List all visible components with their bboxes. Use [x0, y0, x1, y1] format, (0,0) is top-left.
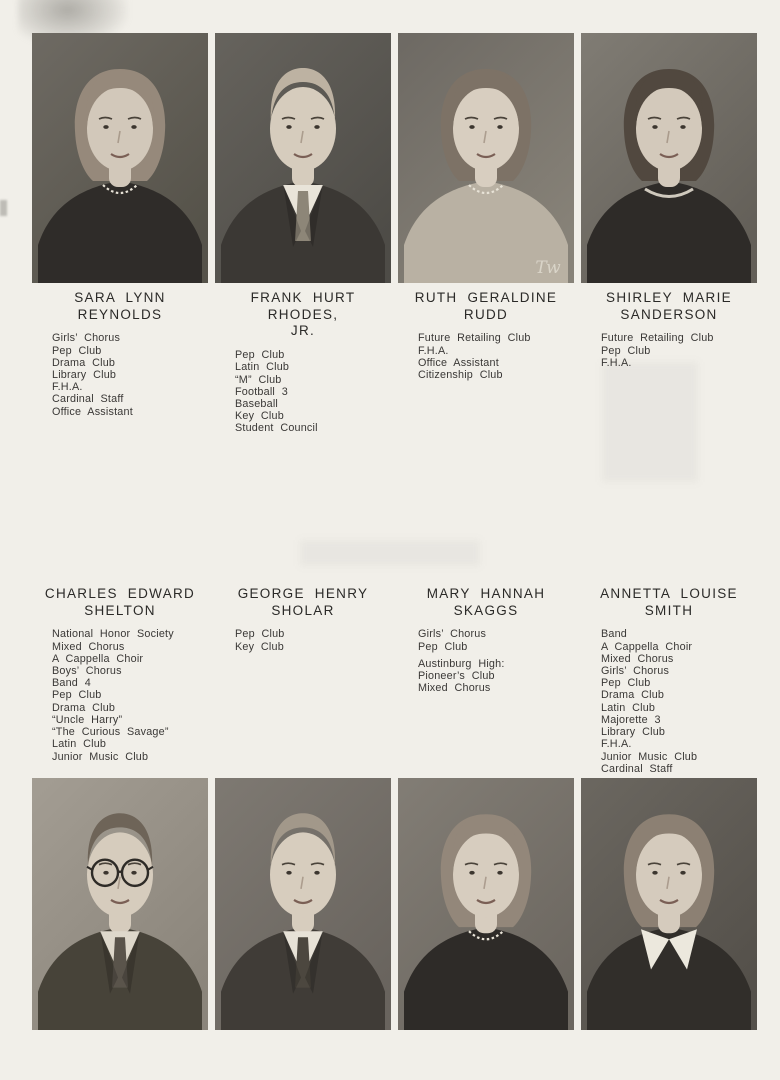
activity-line: Pep Club [235, 628, 285, 641]
activity-line: F.H.A. [601, 356, 632, 369]
activity-line: Band [601, 628, 628, 641]
activity-line: F.H.A. [418, 344, 449, 357]
student-activities [396, 628, 576, 694]
activity-line: Latin Club [601, 701, 656, 714]
student-activities [213, 628, 393, 652]
student-activities [213, 349, 393, 434]
activity-line: Cardinal Staff [601, 762, 673, 775]
activity-line: Citizenship Club [418, 369, 503, 382]
student-name-line: SHELTON [84, 602, 156, 618]
student-activities [30, 332, 210, 417]
student-name-line: RUTH GERALDINE [414, 290, 558, 305]
portrait-photo-shirley-marie-sanderson [581, 33, 757, 283]
student-name-line: RUDD [463, 306, 509, 322]
activity-line: Baseball [235, 398, 279, 411]
caption-row-top [30, 290, 759, 435]
activity-line: Key Club [235, 640, 284, 653]
svg-text:Tw: Tw [535, 258, 561, 278]
portrait-photo-george-henry-sholar [215, 778, 391, 1030]
activity-line: A Cappella Choir [601, 640, 693, 653]
activity-line: Mixed Chorus [52, 640, 125, 653]
activity-line: Office Assistant [52, 405, 133, 418]
student-name-line: SHOLAR [271, 602, 335, 618]
page-bleedthrough [300, 540, 480, 566]
student-activities [396, 332, 576, 381]
activity-line: Football 3 [235, 385, 288, 398]
student-activities [579, 332, 759, 369]
student-name [30, 586, 210, 619]
activity-line: Majorette 3 [601, 713, 661, 726]
caption-row-bottom [30, 586, 759, 775]
activity-line: Future Retailing Club [601, 332, 714, 345]
student-name-line: SANDERSON [620, 306, 718, 322]
activity-line: Cardinal Staff [52, 393, 124, 406]
portrait-photo-charles-edward-shelton [32, 778, 208, 1030]
activity-line: F.H.A. [601, 738, 632, 751]
student-name [579, 586, 759, 619]
portrait-photo-mary-hannah-skaggs [398, 778, 574, 1030]
portrait-photo-sara-lynn-reynolds [32, 33, 208, 283]
student-activities [579, 628, 759, 774]
student-activities [30, 628, 210, 762]
activity-line: Mixed Chorus [601, 652, 674, 665]
student-name [396, 290, 576, 323]
activity-line: Drama Club [52, 701, 116, 714]
student-name [213, 586, 393, 619]
student-entry-frank-hurt-rhodes-jr [213, 290, 393, 435]
student-name-line: SHIRLEY MARIE [606, 290, 732, 305]
student-entry-charles-edward-shelton [30, 586, 210, 775]
scan-mark [0, 200, 7, 216]
student-name-line: SMITH [644, 602, 694, 618]
activity-line: Pep Club [601, 677, 651, 690]
activity-line: Library Club [52, 369, 117, 382]
student-name-line: CHARLES EDWARD [44, 586, 196, 601]
activity-line: Drama Club [52, 356, 116, 369]
activity-line: Girls’ Chorus [418, 628, 487, 641]
student-entry-george-henry-sholar [213, 586, 393, 775]
activity-line: Band 4 [52, 677, 91, 690]
student-entry-sara-lynn-reynolds [30, 290, 210, 435]
activity-line: Pep Club [235, 349, 285, 362]
activity-line: Office Assistant [418, 356, 499, 369]
activity-line: “Uncle Harry” [52, 713, 123, 726]
activity-line: Pep Club [52, 689, 102, 702]
activity-line: Key Club [235, 410, 284, 423]
activity-line: Austinburg High: [418, 657, 505, 670]
student-name-line: SARA LYNN REYNOLDS [74, 290, 166, 322]
activity-line: Pep Club [418, 640, 468, 653]
student-entry-mary-hannah-skaggs [396, 586, 576, 775]
portrait-photo-annetta-louise-smith [581, 778, 757, 1030]
portrait-row-top [32, 33, 757, 283]
student-name [579, 290, 759, 323]
activity-line: Latin Club [52, 738, 107, 751]
student-name [396, 586, 576, 619]
student-name-line: GEORGE HENRY [237, 586, 369, 601]
activity-line: Girls’ Chorus [52, 332, 121, 345]
activity-line: Pioneer’s Club [418, 670, 495, 683]
student-name-line: SKAGGS [453, 602, 519, 618]
activity-line: Boys’ Chorus [52, 665, 122, 678]
activity-line: “M” Club [235, 373, 282, 386]
activity-line: F.H.A. [52, 381, 83, 394]
activity-line: Pep Club [52, 344, 102, 357]
student-name [30, 290, 210, 323]
activity-line: Student Council [235, 422, 318, 435]
activity-line: National Honor Society [52, 628, 174, 641]
student-entry-ruth-geraldine-rudd [396, 290, 576, 435]
portrait-row-bottom [32, 778, 757, 1030]
activity-line: Pep Club [601, 344, 651, 357]
activity-line: “The Curious Savage” [52, 726, 169, 739]
student-name-line: JR. [290, 323, 316, 339]
activity-line: Drama Club [601, 689, 665, 702]
student-name [213, 290, 393, 340]
activity-line: Mixed Chorus [418, 682, 491, 695]
student-name-line: ANNETTA LOUISE [600, 586, 738, 601]
activity-line: Future Retailing Club [418, 332, 531, 345]
activity-line: A Cappella Choir [52, 652, 144, 665]
portrait-photo-frank-hurt-rhodes-jr [215, 33, 391, 283]
activity-line: Latin Club [235, 361, 290, 374]
portrait-photo-ruth-geraldine-rudd [398, 33, 574, 283]
student-entry-shirley-marie-sanderson [579, 290, 759, 435]
activity-line: Junior Music Club [601, 750, 698, 763]
student-name-line: MARY HANNAH [426, 586, 546, 601]
activity-line: Girls’ Chorus [601, 665, 670, 678]
student-name-line: FRANK HURT RHODES, [250, 290, 356, 322]
student-entry-annetta-louise-smith [579, 586, 759, 775]
activity-line: Library Club [601, 726, 666, 739]
activity-line: Junior Music Club [52, 750, 149, 763]
